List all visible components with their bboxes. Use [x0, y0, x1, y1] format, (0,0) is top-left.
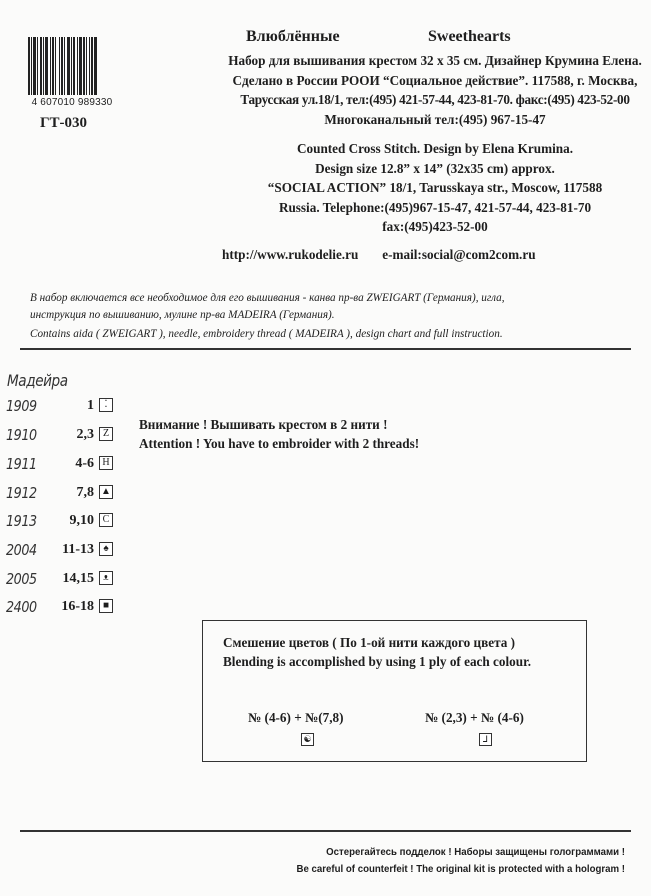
symbol-numbers: 16-18	[61, 599, 94, 614]
en-info-line: fax:(495)423-52-00	[382, 219, 488, 234]
legend-row	[0, 396, 120, 416]
legend-row	[0, 425, 120, 445]
symbol-numbers: 2,3	[76, 427, 94, 442]
contact-links	[222, 247, 536, 263]
madeira-code: 1910	[6, 426, 37, 444]
symbol-numbers: 4-6	[75, 456, 94, 471]
legend-row	[0, 540, 120, 560]
en-info-line: Russia. Telephone:(495)967-15-47, 421-57-44, 423-81-70	[278, 199, 592, 215]
madeira-code: 1911	[6, 455, 37, 473]
madeira-code: 1913	[6, 512, 37, 530]
filled-square-icon: ■	[99, 599, 113, 613]
madeira-code: 2004	[6, 541, 37, 559]
blending-heading	[223, 633, 531, 671]
dots-icon: ⁚	[99, 398, 113, 412]
madeira-code: 1909	[6, 397, 37, 415]
email-link[interactable]: e-mail:social@com2com.ru	[382, 247, 536, 262]
triangle-icon: ▲	[99, 485, 113, 499]
contents-ru-line2: инструкция по вышиванию, мулине пр-ва MADEIRA (Германия).	[30, 309, 335, 321]
en-info-line: “SOCIAL ACTION” 18/1, Tarusskaya str., Moscow, 117588	[267, 180, 603, 195]
ribbon-icon: ᴥ	[99, 571, 113, 585]
blending-box	[202, 620, 587, 762]
legend-row	[0, 454, 120, 474]
counterfeit-warning	[234, 844, 625, 878]
legend-row	[0, 569, 120, 589]
divider-top	[20, 348, 631, 350]
attention-en: Attention ! You have to embroider with 2 threads!	[139, 436, 420, 451]
h-bracket-icon: H	[99, 456, 113, 470]
yin-yang-icon: ☯	[301, 733, 314, 746]
z-icon: Z	[99, 427, 113, 441]
crescent-icon: C	[99, 513, 113, 527]
ru-info-line: Сделано в России РООИ “Социальное действие”. 117588, г. Москва,	[232, 72, 638, 88]
title-en: Sweethearts	[428, 28, 511, 45]
english-info	[220, 139, 650, 237]
symbol-numbers: 11-13	[62, 542, 94, 557]
warning-ru: Остерегайтесь подделок ! Наборы защищены голограммами !	[326, 846, 625, 858]
barcode	[28, 37, 114, 95]
en-info-line: Counted Cross Stitch. Design by Elena Krumina.	[297, 141, 573, 156]
kit-code: ГТ-030	[40, 115, 88, 131]
bird-icon: ⅃	[479, 733, 492, 746]
contents-en: Contains aida ( ZWEIGART ), needle, embroidery thread ( MADEIRA ), design chart and full instruction.	[30, 328, 503, 340]
symbol-numbers: 1	[87, 398, 94, 413]
legend-row	[0, 597, 120, 617]
symbol-numbers: 14,15	[62, 571, 94, 586]
en-info-line: Design size 12.8” x 14” (32x35 cm) approx.	[315, 160, 555, 176]
divider-bottom	[20, 830, 631, 832]
blend-formula-1: № (4-6) + №(7,8)	[248, 710, 344, 725]
legend-row	[0, 483, 120, 503]
legend-row	[0, 511, 120, 531]
contents-ru-line1: В набор включается все необходимое для его вышивания - канва пр-ва ZWEIGART (Германия), игла,	[30, 292, 505, 304]
madeira-code: 2400	[6, 598, 37, 616]
madeira-code: 2005	[6, 570, 37, 588]
blending-ru: Смешение цветов ( По 1-ой нити каждого цвета )	[223, 635, 515, 650]
blend-formula-2: № (2,3) + № (4-6)	[425, 710, 524, 725]
spade-icon: ♠	[99, 542, 113, 556]
madeira-code: 1912	[6, 484, 37, 502]
ru-info-line: Тарусская ул.18/1, тел:(495) 421-57-44, 423-81-70. факс:(495) 423-52-00	[240, 92, 630, 107]
legend-heading: Мадейра	[7, 371, 68, 390]
barcode-bar	[97, 37, 98, 95]
ru-info-line: Набор для вышивания крестом 32 x 35 см. Дизайнер Крумина Елена.	[228, 53, 642, 68]
blending-en: Blending is accomplished by using 1 ply of each colour.	[223, 654, 532, 669]
title-ru: Влюблённые	[246, 28, 340, 45]
attention-note	[139, 415, 419, 453]
warning-en: Be careful of counterfeit ! The original kit is protected with a hologram !	[296, 863, 625, 875]
russian-info	[220, 51, 650, 129]
barcode-number: 4 607010 989330	[22, 97, 122, 108]
symbol-numbers: 9,10	[69, 513, 94, 528]
ru-info-line: Многоканальный тел:(495) 967-15-47	[324, 111, 546, 127]
attention-ru: Внимание ! Вышивать крестом в 2 нити !	[139, 417, 388, 432]
symbol-numbers: 7,8	[76, 485, 94, 500]
website-link[interactable]: http://www.rukodelie.ru	[222, 247, 359, 262]
